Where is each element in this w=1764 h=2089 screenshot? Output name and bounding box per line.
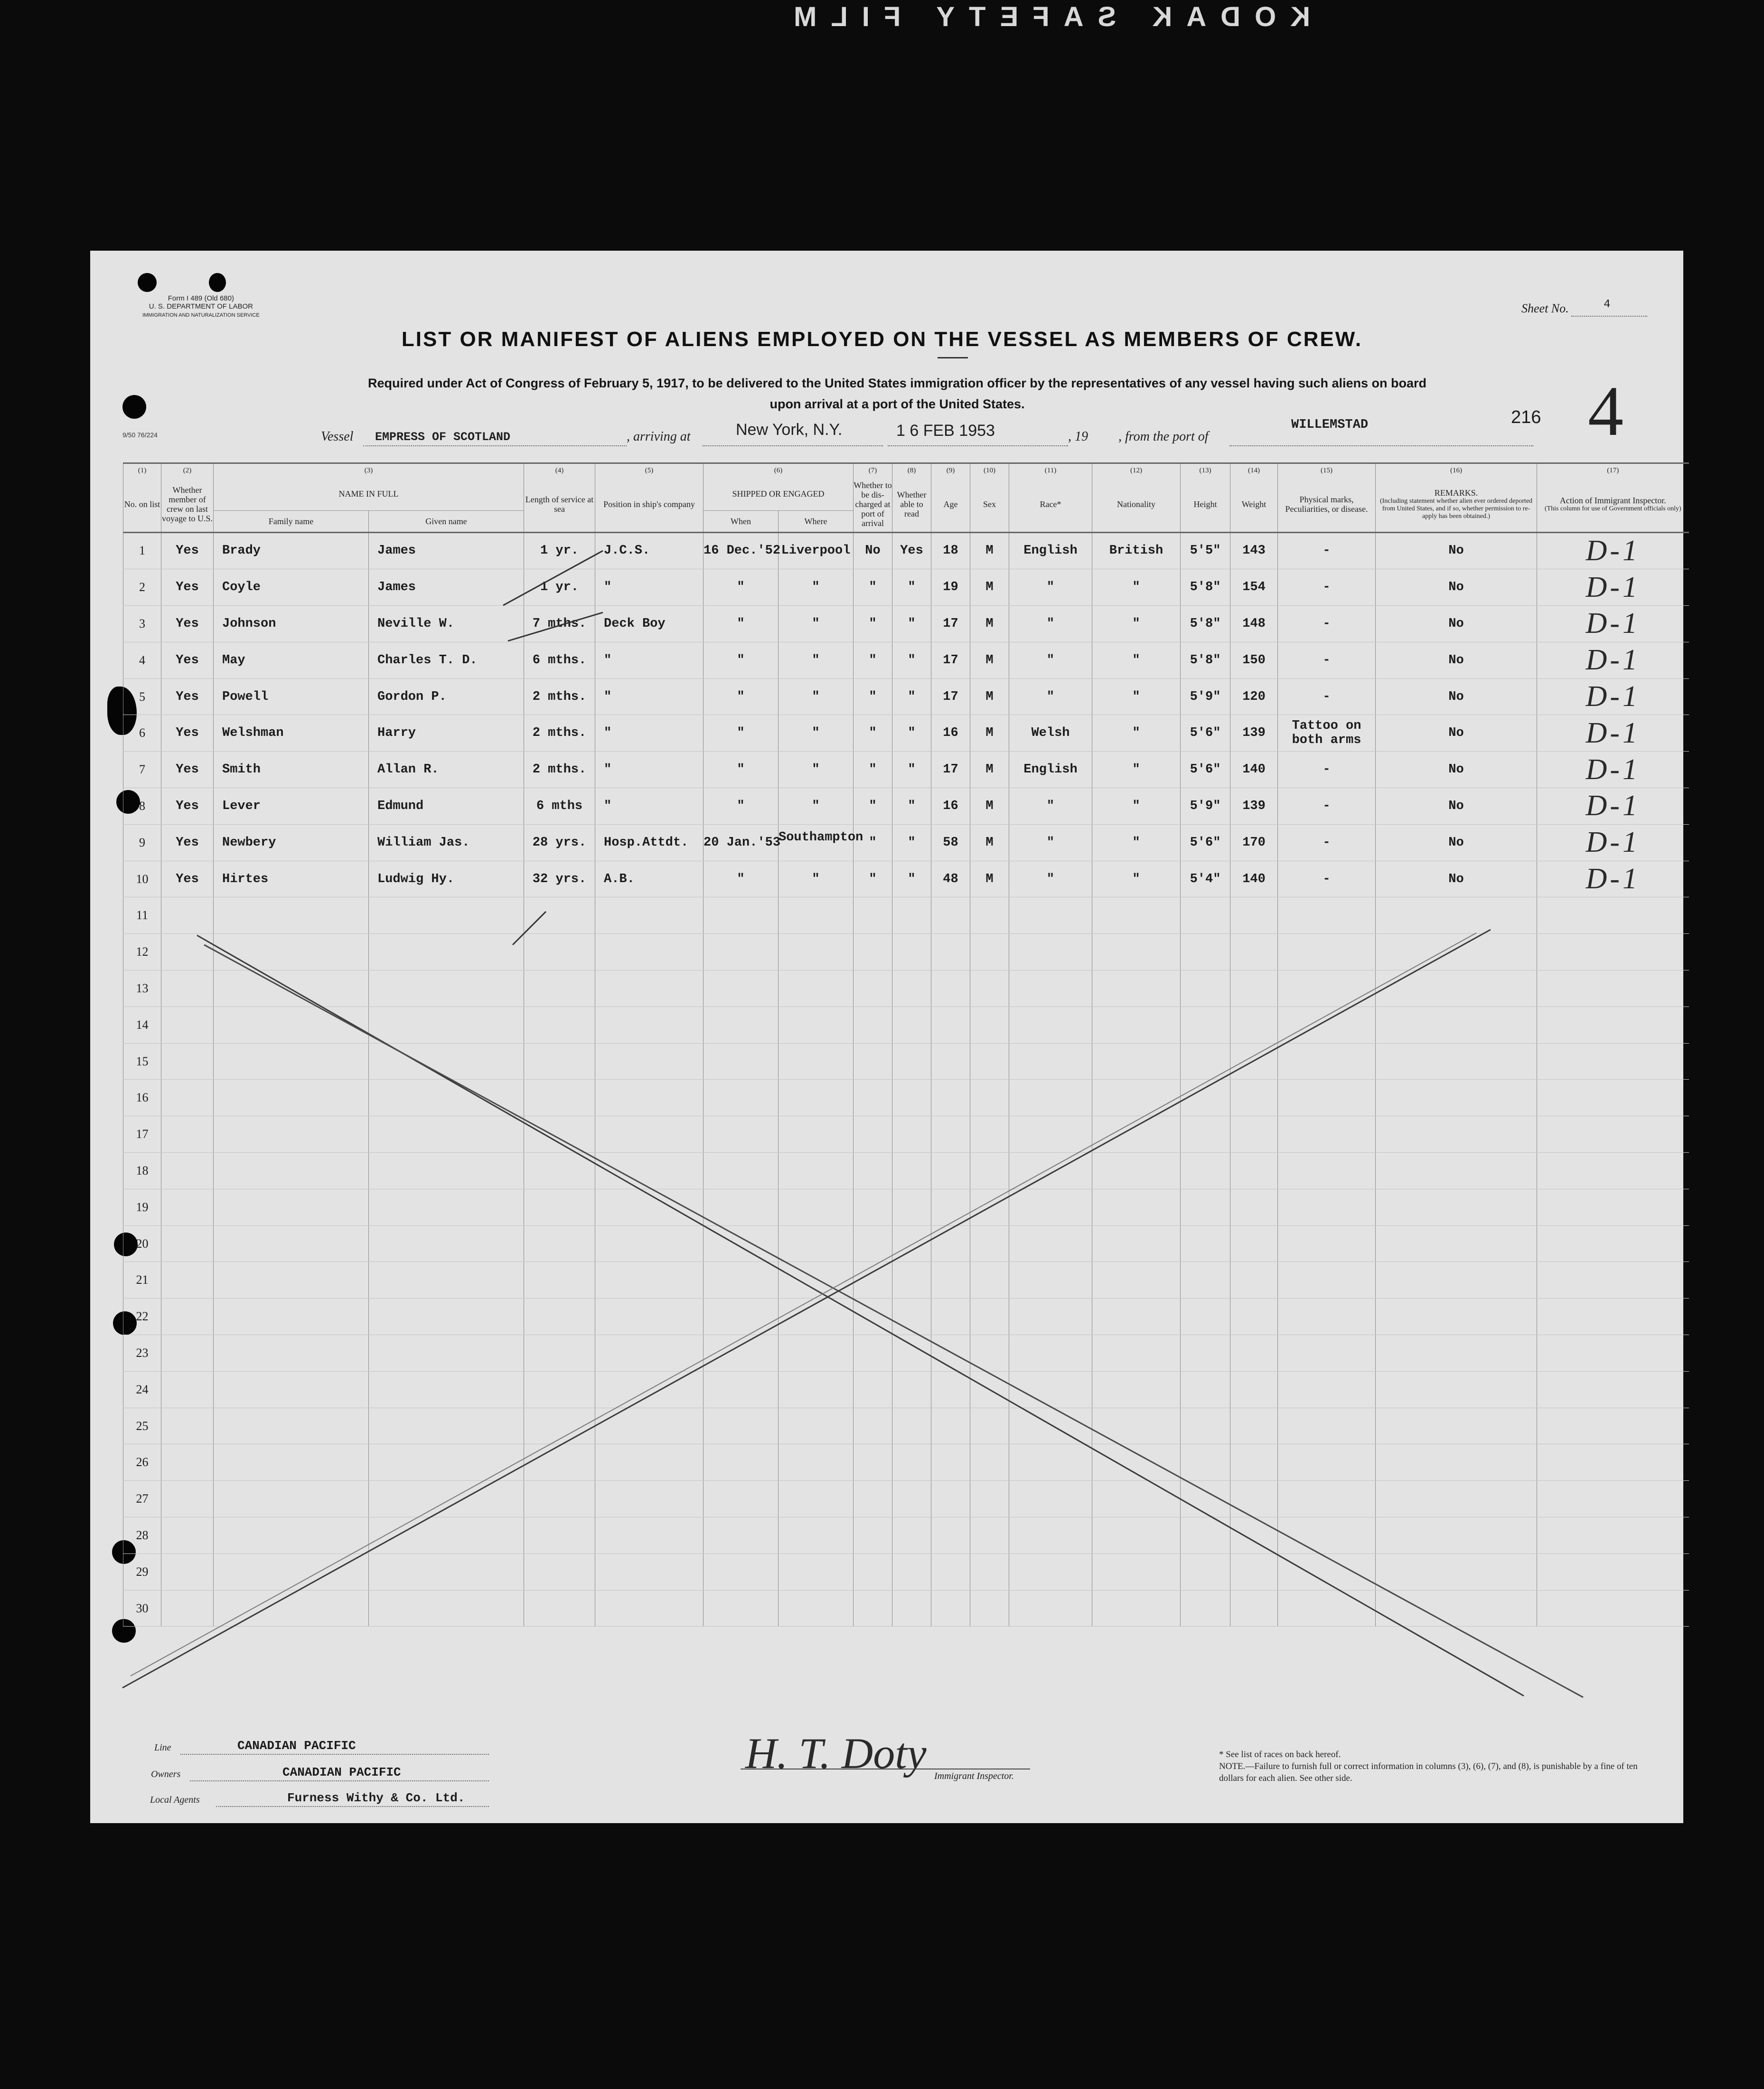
shipped-where-cell-text: ": [812, 580, 820, 595]
physical-marks-cell-text: -: [1323, 580, 1331, 595]
sex-cell-text: M: [985, 799, 994, 813]
age-cell-text: 19: [943, 580, 958, 595]
family-name-cell-text: Coyle: [222, 580, 261, 595]
last-voyage-cell-text: Yes: [176, 544, 199, 558]
nationality-cell-text: ": [1132, 726, 1140, 741]
shipped-when-cell-text: ": [737, 653, 745, 668]
row-number-text: 10: [136, 872, 149, 886]
age-cell-text: 17: [943, 762, 958, 777]
arrival-date: 1 6 FEB 1953: [896, 422, 995, 440]
height-cell-text: 5'6": [1190, 762, 1221, 777]
row-number: 18: [123, 1153, 161, 1189]
strike-line: [508, 612, 603, 641]
sex-cell-text: M: [985, 653, 994, 668]
row-number: 12: [123, 934, 161, 970]
arriving-label: , arriving at: [627, 429, 691, 444]
given-name-cell-text: William Jas.: [377, 835, 470, 850]
able-to-read-cell-text: ": [908, 726, 916, 741]
physical-marks-cell-text: -: [1323, 653, 1331, 668]
remarks-cell-text: No: [1448, 872, 1464, 886]
position-cell-text: ": [604, 799, 612, 813]
col-num: (15): [1278, 463, 1376, 478]
position-cell-text: ": [604, 689, 612, 704]
inspector-action-cell-text: D-1: [1586, 863, 1640, 895]
col-num: (10): [970, 463, 1009, 478]
sheet-label: Sheet No.: [1521, 301, 1569, 315]
shipped-where-cell-text: ": [812, 799, 820, 813]
row-number-text: 3: [139, 616, 145, 630]
given-name-cell-text: James: [377, 580, 416, 595]
remarks-note: (Including statement whether alien ever ordered deported from United States, and if so, whether permission to re-apply has been obtained.): [1379, 498, 1533, 520]
film-edge-text: KODAK SAFETY FILM: [779, 1, 1310, 32]
physical-marks-cell-text: Tattoo on both arms: [1292, 719, 1361, 748]
agents-value: Furness Withy & Co. Ltd.: [287, 1791, 465, 1805]
strike-line: [513, 912, 546, 945]
able-to-read-cell-text: Yes: [900, 544, 923, 558]
last-voyage-cell-text: Yes: [176, 616, 199, 631]
row-number: 23: [123, 1335, 161, 1372]
strike-line: [503, 551, 603, 605]
able-to-read-cell-text: ": [908, 689, 916, 704]
given-name-cell-text: Allan R.: [377, 762, 439, 777]
position-cell-text: A.B.: [604, 872, 635, 886]
header-age: Age: [931, 477, 970, 532]
row-number-text: 8: [139, 799, 145, 813]
age-cell-text: 16: [943, 726, 958, 741]
shipped-where-cell-text: ": [812, 653, 820, 668]
shipped-where-cell-text: Liverpool: [781, 544, 851, 558]
race-cell-text: English: [1023, 544, 1078, 558]
position-cell-text: J.C.S.: [604, 544, 650, 558]
remarks-cell-text: No: [1448, 580, 1464, 595]
family-name-cell-text: Lever: [222, 799, 261, 813]
discharged-cell-text: ": [869, 580, 877, 595]
last-voyage-cell-text: Yes: [176, 799, 199, 813]
given-name-cell-text: Ludwig Hy.: [377, 872, 455, 886]
age-cell-text: 58: [943, 835, 958, 850]
inspector-label: Immigrant Inspector.: [934, 1771, 1014, 1781]
discharged-cell-text: ": [869, 616, 877, 631]
shipped-when-cell-text: ": [737, 726, 745, 741]
remarks-title: REMARKS.: [1434, 488, 1478, 498]
col-num: (5): [595, 463, 704, 478]
form-number: Form I 489 (Old 680): [168, 294, 234, 302]
header-able-to-read: Whether able to read: [892, 477, 931, 532]
family-name-cell-text: Hirtes: [222, 872, 269, 886]
header-name-in-full: NAME IN FULL: [214, 477, 524, 510]
row-number: 11: [123, 897, 161, 934]
col-num: (11): [1009, 463, 1092, 478]
family-name-cell-text: Smith: [222, 762, 261, 777]
able-to-read-cell-text: ": [908, 799, 916, 813]
age-cell-text: 17: [943, 616, 958, 631]
row-number-text: 4: [139, 653, 145, 667]
col-num: (16): [1376, 463, 1537, 478]
row-number: 13: [123, 970, 161, 1007]
nationality-cell-text: ": [1132, 799, 1140, 813]
header-sex: Sex: [970, 477, 1009, 532]
service-length-cell-text: 1 yr.: [540, 580, 579, 595]
race-cell-text: ": [1046, 799, 1055, 813]
sex-cell-text: M: [985, 872, 994, 886]
service-length-cell-text: 2 mths.: [532, 726, 587, 741]
vessel-label: Vessel: [321, 429, 354, 444]
race-cell-text: ": [1046, 835, 1055, 850]
row-number: 28: [123, 1517, 161, 1554]
weight-cell-text: 139: [1242, 726, 1266, 741]
year-label: , 19: [1068, 429, 1088, 444]
sheet-number: 4: [1604, 298, 1611, 311]
height-cell-text: 5'8": [1190, 580, 1221, 595]
row-number: 25: [123, 1408, 161, 1444]
sex-cell-text: M: [985, 544, 994, 558]
nationality-cell-text: ": [1132, 616, 1140, 631]
discharged-cell-text: ": [869, 872, 877, 886]
discharged-cell-text: No: [865, 544, 881, 558]
row-number: 15: [123, 1043, 161, 1080]
service-length-cell-text: 1 yr.: [540, 544, 579, 558]
row-number: 29: [123, 1553, 161, 1590]
able-to-read-cell-text: ": [908, 616, 916, 631]
line-value: CANADIAN PACIFIC: [237, 1739, 356, 1753]
header-service-length: Length of service at sea: [524, 477, 595, 532]
header-height: Height: [1181, 477, 1230, 532]
header-nationality: Nationality: [1092, 477, 1181, 532]
row-number: 20: [123, 1225, 161, 1262]
departure-port: WILLEMSTAD: [1291, 418, 1369, 432]
position-cell-text: ": [604, 580, 612, 595]
col-num: (1): [123, 463, 161, 478]
last-voyage-cell-text: Yes: [176, 726, 199, 741]
cross-line: [122, 930, 1491, 1688]
handwritten-page-number: 4: [1588, 372, 1623, 451]
header-family-name: Family name: [214, 510, 369, 532]
line-label: Line: [154, 1742, 171, 1753]
inspector-action-cell-text: D-1: [1586, 571, 1640, 603]
physical-marks-cell-text: -: [1323, 835, 1331, 850]
shipped-where-cell-text: ": [812, 872, 820, 886]
row-number: 17: [123, 1116, 161, 1153]
shipped-where-above: Southampton: [779, 830, 863, 845]
header-where: Where: [779, 510, 854, 532]
given-name-cell-text: Harry: [377, 726, 416, 741]
row-number: 14: [123, 1007, 161, 1043]
nationality-cell-text: ": [1132, 653, 1140, 668]
inspector-action-cell-text: D-1: [1586, 790, 1640, 822]
position-cell-text: ": [604, 762, 612, 777]
remarks-cell-text: No: [1448, 616, 1464, 631]
arriving-port: New York, N.Y.: [736, 421, 843, 439]
shipped-when-cell-text: ": [737, 580, 745, 595]
sex-cell-text: M: [985, 580, 994, 595]
inspector-action-cell-text: D-1: [1586, 826, 1640, 859]
shipped-where-cell-text: ": [812, 762, 820, 777]
row-number: 26: [123, 1444, 161, 1481]
able-to-read-cell-text: ": [908, 653, 916, 668]
row-number: 30: [123, 1590, 161, 1627]
given-name-cell-text: Gordon P.: [377, 689, 447, 704]
header-shipped-engaged: SHIPPED OR ENGAGED: [704, 477, 854, 510]
discharged-cell-text: ": [869, 689, 877, 704]
vessel-name: EMPRESS OF SCOTLAND: [375, 430, 511, 444]
agents-underline: [216, 1806, 489, 1807]
inspector-action-cell-text: D-1: [1586, 753, 1640, 786]
header-given-name: Given name: [369, 510, 524, 532]
row-number: 16: [123, 1080, 161, 1116]
given-name-cell-text: Charles T. D.: [377, 653, 478, 668]
row-number-text: 9: [139, 835, 145, 849]
row-number: 27: [123, 1481, 161, 1517]
weight-cell-text: 139: [1242, 799, 1266, 813]
weight-cell-text: 154: [1242, 580, 1266, 595]
service-length-cell-text: 7 mths.: [532, 616, 587, 631]
row-number: 21: [123, 1262, 161, 1299]
physical-marks-cell-text: -: [1323, 872, 1331, 886]
age-cell-text: 16: [943, 799, 958, 813]
col-num: (14): [1230, 463, 1278, 478]
height-cell-text: 5'6": [1190, 835, 1221, 850]
able-to-read-cell-text: ": [908, 762, 916, 777]
header-position: Position in ship's company: [595, 477, 704, 532]
family-name-cell-text: Newbery: [222, 835, 276, 850]
last-voyage-cell-text: Yes: [176, 872, 199, 886]
discharged-cell-text: ": [869, 762, 877, 777]
service-length-cell-text: 6 mths.: [532, 653, 587, 668]
nationality-cell-text: ": [1132, 689, 1140, 704]
weight-cell-text: 140: [1242, 762, 1266, 777]
last-voyage-cell-text: Yes: [176, 689, 199, 704]
row-number: 19: [123, 1189, 161, 1225]
physical-marks-cell-text: -: [1323, 689, 1331, 704]
subtitle-line-2: upon arrival at a port of the United States.: [769, 397, 1025, 411]
service-length-cell-text: 28 yrs.: [532, 835, 587, 850]
owners-value: CANADIAN PACIFIC: [282, 1765, 401, 1779]
side-code: 9/50 76/224: [122, 431, 158, 439]
nationality-cell-text: ": [1132, 872, 1140, 886]
last-voyage-cell-text: Yes: [176, 580, 199, 595]
sex-cell-text: M: [985, 762, 994, 777]
inspector-action-cell-text: D-1: [1586, 644, 1640, 677]
last-voyage-cell-text: Yes: [176, 762, 199, 777]
race-cell-text: ": [1046, 653, 1055, 668]
family-name-cell-text: Welshman: [222, 726, 284, 741]
shipped-when-cell-text: ": [737, 616, 745, 631]
age-cell-text: 17: [943, 689, 958, 704]
service-length-cell-text: 32 yrs.: [532, 872, 587, 886]
shipped-when-cell-text: ": [737, 762, 745, 777]
sex-cell-text: M: [985, 835, 994, 850]
able-to-read-cell-text: ": [908, 872, 916, 886]
shipped-where-cell-text: ": [812, 689, 820, 704]
physical-marks-cell-text: -: [1323, 616, 1331, 631]
last-voyage-cell-text: Yes: [176, 653, 199, 668]
height-cell-text: 5'8": [1190, 653, 1221, 668]
header-race: Race*: [1009, 477, 1092, 532]
agents-label: Local Agents: [150, 1795, 200, 1805]
col-num: (2): [161, 463, 214, 478]
row-number-text: 5: [139, 689, 145, 704]
race-cell-text: Welsh: [1031, 726, 1070, 741]
weight-cell-text: 148: [1242, 616, 1266, 631]
weight-cell-text: 150: [1242, 653, 1266, 668]
shipped-where-cell-text: ": [812, 726, 820, 741]
given-name-cell-text: James: [377, 544, 416, 558]
page-title: LIST OR MANIFEST OF ALIENS EMPLOYED ON THE VESSEL AS MEMBERS OF CREW.: [401, 328, 1363, 351]
col-num: (8): [892, 463, 931, 478]
family-name-cell-text: Johnson: [222, 616, 276, 631]
race-cell-text: English: [1023, 762, 1078, 777]
sex-cell-text: M: [985, 616, 994, 631]
penalty-note: NOTE.—Failure to furnish full or correct information in columns (3), (6), (7), and (8), is punishable by a fine of ten dollars for each alien. See other side.: [1219, 1761, 1638, 1783]
races-note: * See list of races on back hereof.: [1219, 1750, 1341, 1760]
nationality-cell-text: ": [1132, 835, 1140, 850]
col-num: (4): [524, 463, 595, 478]
service-name: IMMIGRATION AND NATURALIZATION SERVICE: [142, 312, 260, 318]
remarks-cell-text: No: [1448, 653, 1464, 668]
sex-cell-text: M: [985, 726, 994, 741]
service-length-cell-text: 6 mths: [536, 799, 583, 813]
col-num: (17): [1537, 463, 1689, 478]
nationality-cell-text: British: [1109, 544, 1163, 558]
physical-marks-cell-text: -: [1323, 762, 1331, 777]
inspector-action-cell-text: D-1: [1586, 680, 1640, 713]
height-cell-text: 5'8": [1190, 616, 1221, 631]
height-cell-text: 5'6": [1190, 726, 1221, 741]
col-num: (13): [1181, 463, 1230, 478]
shipped-when-cell-text: ": [737, 872, 745, 886]
row-number-text: 6: [139, 726, 145, 740]
cross-line: [131, 933, 1476, 1676]
sex-cell-text: M: [985, 689, 994, 704]
header-discharged: Whether to be dis-charged at port of arrival: [854, 477, 892, 532]
remarks-cell-text: No: [1448, 799, 1464, 813]
height-cell-text: 5'9": [1190, 689, 1221, 704]
service-length-cell-text: 2 mths.: [532, 762, 587, 777]
discharged-cell-text: ": [869, 799, 877, 813]
remarks-cell-text: No: [1448, 726, 1464, 741]
height-cell-text: 5'4": [1190, 872, 1221, 886]
cross-line: [204, 945, 1583, 1697]
row-number-text: 7: [139, 762, 145, 777]
header-list-number: No. on list: [123, 477, 161, 532]
shipped-when-cell-text: ": [737, 689, 745, 704]
given-name-cell-text: Edmund: [377, 799, 424, 813]
height-cell-text: 5'9": [1190, 799, 1221, 813]
able-to-read-cell-text: ": [908, 835, 916, 850]
shipped-when-cell-text: 20 Jan.'53: [704, 835, 781, 850]
family-name-cell-text: Brady: [222, 544, 261, 558]
row-number: 22: [123, 1299, 161, 1335]
discharged-cell-text: ": [869, 726, 877, 741]
age-cell-text: 48: [943, 872, 958, 886]
remarks-cell-text: No: [1448, 762, 1464, 777]
nationality-cell-text: ": [1132, 580, 1140, 595]
position-cell-text: ": [604, 726, 612, 741]
inspector-note: (This column for use of Government officials only): [1544, 505, 1681, 513]
physical-marks-cell-text: -: [1323, 799, 1331, 813]
row-number-text: 2: [139, 580, 145, 594]
race-cell-text: ": [1046, 580, 1055, 595]
discharged-cell-text: ": [869, 653, 877, 668]
weight-cell-text: 140: [1242, 872, 1266, 886]
nationality-cell-text: ": [1132, 762, 1140, 777]
weight-cell-text: 170: [1242, 835, 1266, 850]
position-cell-text: Deck Boy: [604, 616, 666, 631]
weight-cell-text: 120: [1242, 689, 1266, 704]
header-physical-marks: Physical marks, Peculiarities, or disease.: [1278, 477, 1376, 532]
inspector-title: Action of Immigrant Inspector.: [1559, 496, 1666, 506]
shipped-when-cell-text: ": [737, 799, 745, 813]
owners-underline: [190, 1780, 489, 1781]
race-cell-text: ": [1046, 689, 1055, 704]
race-cell-text: ": [1046, 872, 1055, 886]
footnotes: [1219, 1749, 1656, 1784]
row-number: 24: [123, 1371, 161, 1408]
age-cell-text: 17: [943, 653, 958, 668]
family-name-cell-text: Powell: [222, 689, 269, 704]
subtitle-line-1: Required under Act of Congress of February 5, 1917, to be delivered to the United States immigration officer by the representatives of any vessel having such aliens on board: [367, 376, 1427, 390]
inspector-action-cell-text: D-1: [1586, 534, 1640, 567]
port-label: , from the port of: [1118, 429, 1209, 444]
col-num: (3): [214, 463, 524, 478]
physical-marks-cell-text: -: [1323, 544, 1331, 558]
stamp-number: 216: [1511, 407, 1541, 427]
race-cell-text: ": [1046, 616, 1055, 631]
age-cell-text: 18: [943, 544, 958, 558]
given-name-cell-text: Neville W.: [377, 616, 455, 631]
last-voyage-cell-text: Yes: [176, 835, 199, 850]
col-num: (6): [704, 463, 854, 478]
inspector-action-cell-text: D-1: [1586, 607, 1640, 640]
position-cell-text: ": [604, 653, 612, 668]
header-last-voyage: Whether member of crew on last voyage to U.S.: [161, 477, 214, 532]
position-cell-text: Hosp.Attdt.: [604, 835, 689, 850]
remarks-cell-text: No: [1448, 835, 1464, 850]
shipped-when-cell-text: 16 Dec.'52: [704, 544, 781, 558]
discharged-cell-text: ": [869, 835, 877, 850]
header-weight: Weight: [1230, 477, 1278, 532]
able-to-read-cell-text: ": [908, 580, 916, 595]
line-underline: [180, 1754, 489, 1755]
service-length-cell-text: 2 mths.: [532, 689, 587, 704]
col-num: (12): [1092, 463, 1181, 478]
col-num: (7): [854, 463, 892, 478]
department-name: U. S. DEPARTMENT OF LABOR: [149, 302, 253, 311]
remarks-cell-text: No: [1448, 544, 1464, 558]
shipped-where-cell-text: ": [812, 616, 820, 631]
inspector-signature: H. T. Doty: [745, 1729, 927, 1778]
inspector-action-cell-text: D-1: [1586, 716, 1640, 749]
remarks-cell-text: No: [1448, 689, 1464, 704]
col-num: (9): [931, 463, 970, 478]
family-name-cell-text: May: [222, 653, 245, 668]
header-when: When: [704, 510, 779, 532]
row-number-text: 1: [139, 544, 145, 558]
height-cell-text: 5'5": [1190, 544, 1221, 558]
owners-label: Owners: [151, 1769, 181, 1779]
weight-cell-text: 143: [1242, 544, 1266, 558]
